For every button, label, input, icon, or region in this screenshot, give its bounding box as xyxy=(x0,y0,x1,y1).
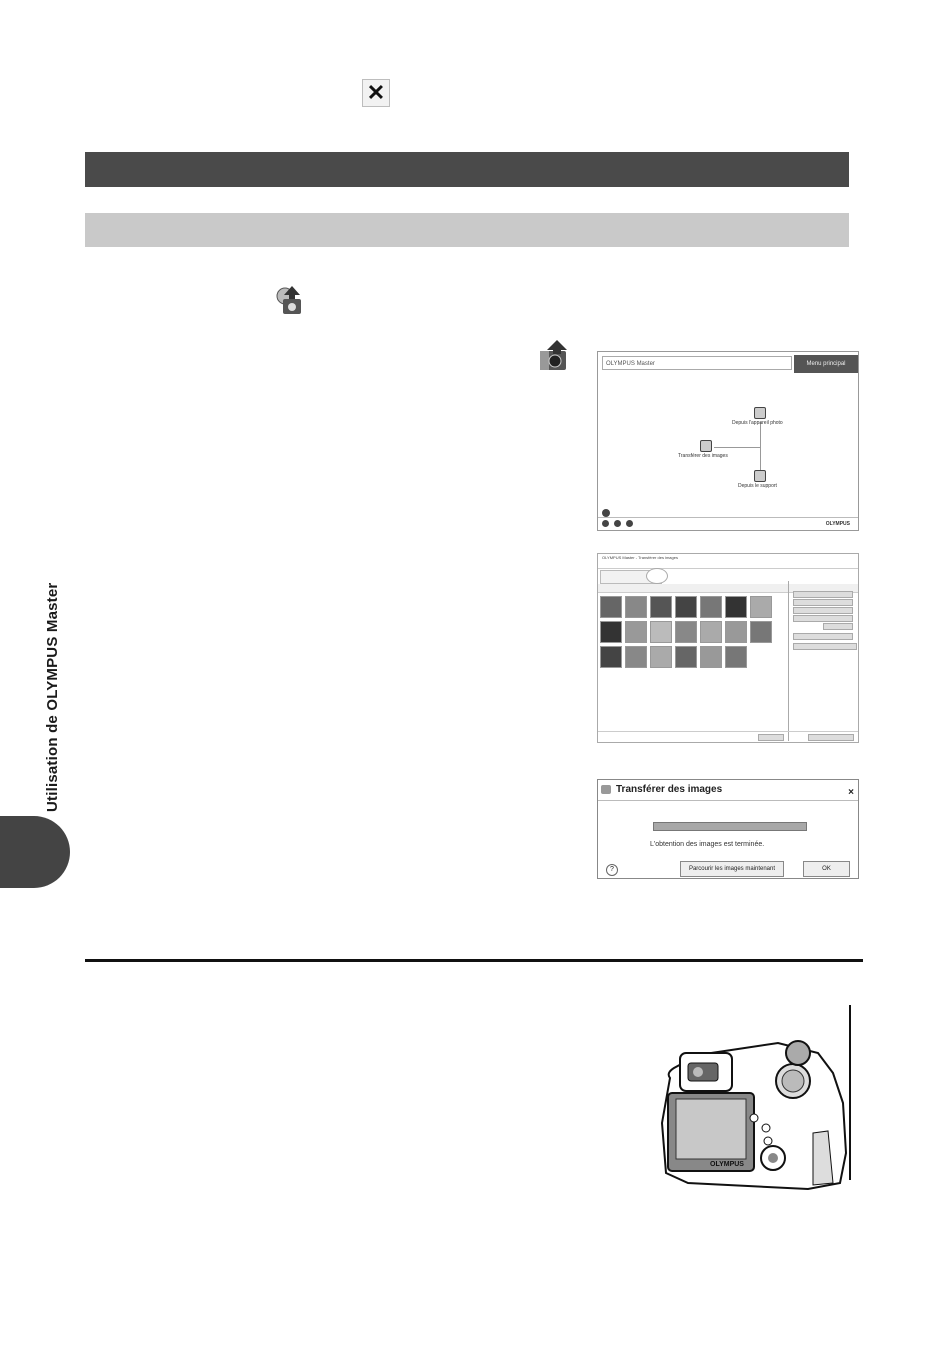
thumbnail[interactable] xyxy=(700,621,722,643)
subsection-header-bar xyxy=(85,213,849,247)
thumbnail[interactable] xyxy=(700,646,722,668)
thumbnail-grid[interactable] xyxy=(600,596,772,674)
transfer-window-screenshot xyxy=(597,553,859,743)
window-footer xyxy=(598,517,858,530)
callout-line xyxy=(849,1005,851,1180)
transfer-icon[interactable] xyxy=(700,440,712,452)
window-title: OLYMPUS Master - Transférer des images xyxy=(602,555,678,560)
brand-label: OLYMPUS xyxy=(825,521,850,527)
dialog-title-bar xyxy=(598,780,858,801)
thumbnail[interactable] xyxy=(725,596,747,618)
thumbnail[interactable] xyxy=(650,621,672,643)
status-bar xyxy=(598,731,858,742)
thumbnail[interactable] xyxy=(650,596,672,618)
transfer-settings-panel xyxy=(788,581,859,741)
menu-item-transfer[interactable]: Transférer des images xyxy=(678,453,728,459)
thumbnail[interactable] xyxy=(675,621,697,643)
thumbnail[interactable] xyxy=(725,646,747,668)
thumbnail[interactable] xyxy=(675,646,697,668)
menu-item-from-camera[interactable]: Depuis l'appareil photo xyxy=(732,420,783,426)
svg-text:OLYMPUS: OLYMPUS xyxy=(710,1161,744,1168)
chapter-tab xyxy=(0,816,70,888)
thumbnail[interactable] xyxy=(700,596,722,618)
main-menu-button[interactable]: Menu principal xyxy=(794,355,858,373)
dialog-title: Transférer des images xyxy=(616,784,723,795)
help-icon[interactable]: ? xyxy=(606,864,618,876)
status-message: L'obtention des images est terminée. xyxy=(650,841,765,848)
thumbnail[interactable] xyxy=(750,596,772,618)
thumbnail[interactable] xyxy=(625,646,647,668)
thumbnail[interactable] xyxy=(650,646,672,668)
thumbnail[interactable] xyxy=(625,621,647,643)
thumbnail[interactable] xyxy=(750,621,772,643)
menu-item-from-media[interactable]: Depuis le support xyxy=(738,483,777,489)
close-icon[interactable]: × xyxy=(848,787,854,798)
transfer-images-icon xyxy=(275,284,305,316)
transfer-images-icon xyxy=(537,339,571,372)
section-header-bar xyxy=(85,152,849,187)
transfer-images-icon xyxy=(601,785,611,794)
close-icon: ✕ xyxy=(362,79,390,107)
transfer-complete-dialog xyxy=(597,779,859,879)
section-divider xyxy=(85,959,863,962)
main-menu-screenshot xyxy=(597,351,859,531)
camera-illustration xyxy=(658,1033,848,1191)
window-title: OLYMPUS Master xyxy=(602,356,792,370)
camera-icon[interactable] xyxy=(754,407,766,419)
progress-bar xyxy=(653,822,807,831)
thumbnail[interactable] xyxy=(725,621,747,643)
media-icon[interactable] xyxy=(754,470,766,482)
browse-images-button[interactable]: Parcourir les images maintenant xyxy=(680,861,784,877)
ok-button[interactable]: OK xyxy=(803,861,850,877)
thumbnail[interactable] xyxy=(675,596,697,618)
thumbnail[interactable] xyxy=(600,646,622,668)
chapter-label: Utilisation de OLYMPUS Master xyxy=(44,582,61,812)
thumbnail[interactable] xyxy=(625,596,647,618)
thumbnail[interactable] xyxy=(600,621,622,643)
thumbnail[interactable] xyxy=(600,596,622,618)
